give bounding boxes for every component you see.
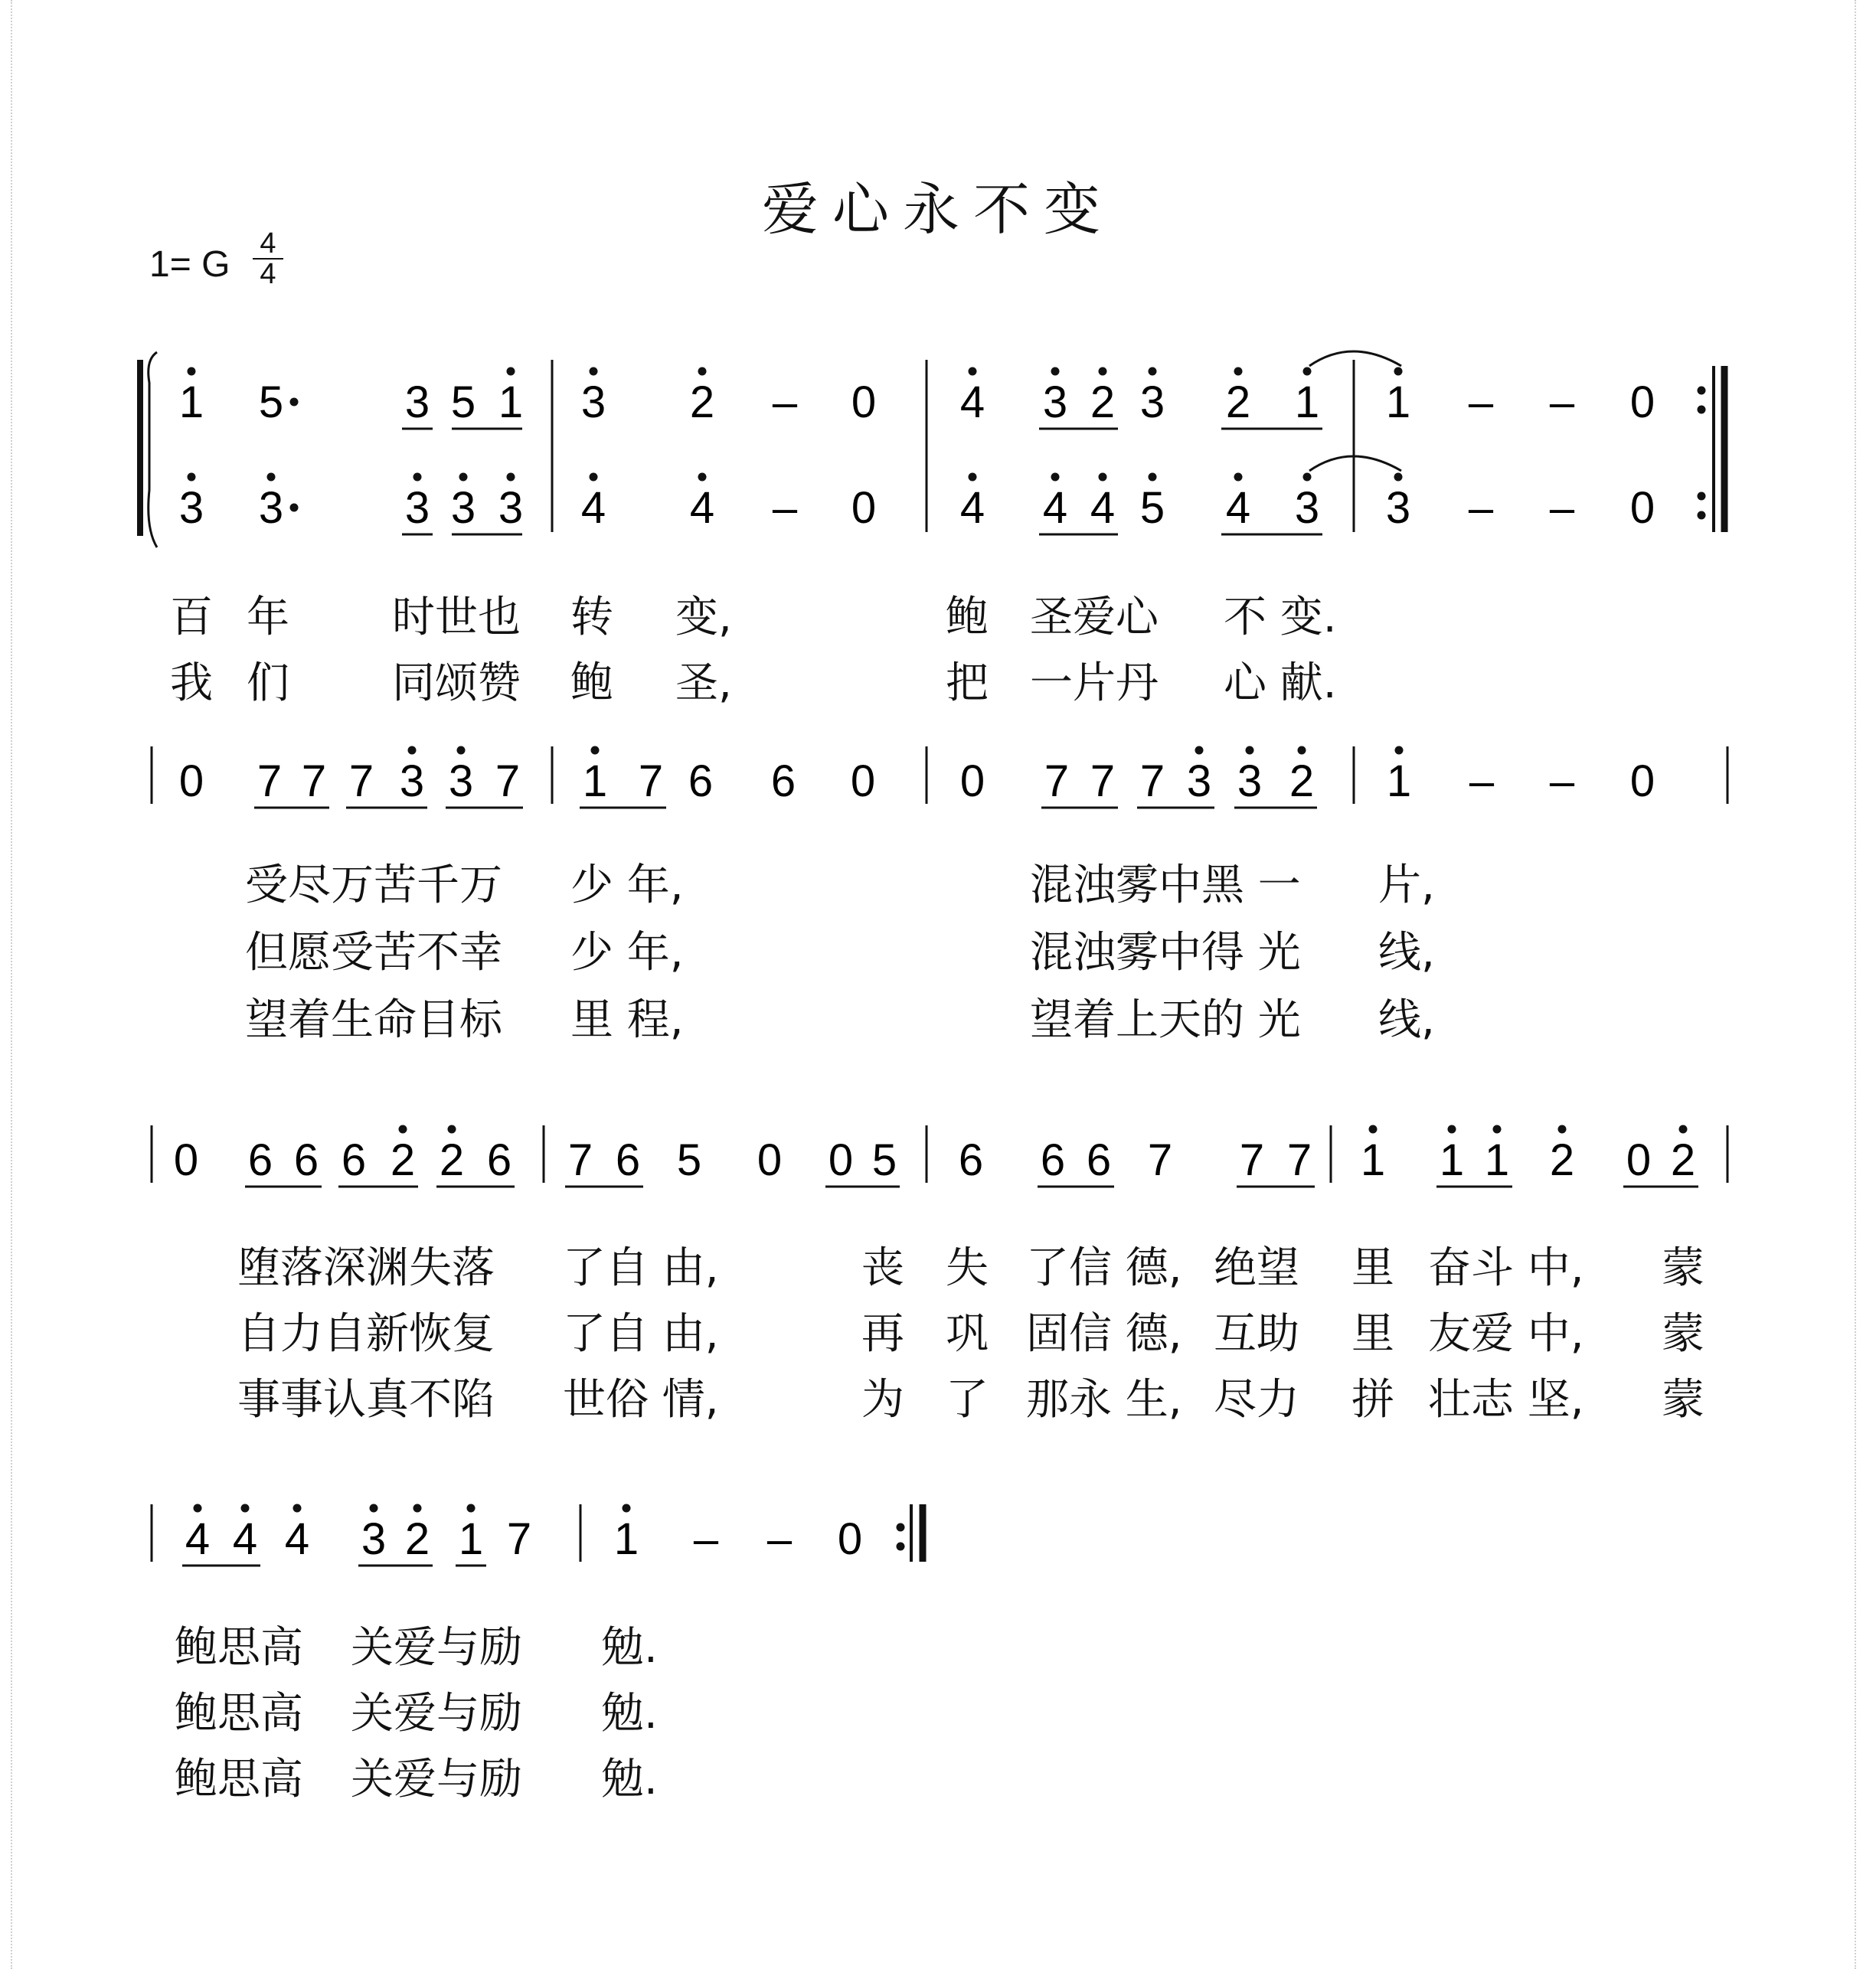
note: 6 bbox=[770, 756, 796, 806]
lyric-v1-word: 混浊雾中黑 一 bbox=[1030, 860, 1301, 910]
high-octave-dot bbox=[1234, 367, 1243, 376]
tie bbox=[1309, 351, 1401, 366]
note: 0 bbox=[1629, 483, 1655, 533]
high-octave-dot bbox=[1303, 367, 1312, 376]
high-octave-dot bbox=[1303, 473, 1312, 482]
note: 2 bbox=[1090, 377, 1116, 427]
note: 2 bbox=[689, 377, 715, 427]
lyric-v1-word: 百 bbox=[170, 593, 213, 642]
note: 3 bbox=[1237, 756, 1263, 806]
high-octave-dot bbox=[1395, 746, 1404, 755]
high-octave-dot bbox=[1448, 1125, 1456, 1134]
lyric-v1-word: 奋斗 中, bbox=[1428, 1243, 1584, 1293]
high-octave-dot bbox=[448, 1125, 456, 1134]
lyric-v1-word: 时世也 bbox=[392, 593, 521, 642]
note: 1 bbox=[1385, 377, 1411, 427]
note: 5 bbox=[871, 1135, 897, 1185]
lyric-v1-word: 了自 由, bbox=[563, 1243, 719, 1293]
note: 1 bbox=[1484, 1135, 1510, 1185]
note: 0 bbox=[837, 1514, 863, 1564]
note: 0 bbox=[851, 377, 877, 427]
lyric-v2-word: 关爱与励 bbox=[351, 1689, 522, 1739]
note: 7 bbox=[348, 756, 374, 806]
high-octave-dot bbox=[408, 746, 417, 755]
lyric-v3-word: 那永 生, bbox=[1026, 1375, 1182, 1425]
note: 6 bbox=[247, 1135, 273, 1185]
lyric-v3-word: 关爱与励 bbox=[351, 1755, 522, 1804]
high-octave-dot bbox=[1679, 1125, 1688, 1134]
note: 1 bbox=[1294, 377, 1320, 427]
lyric-v2-word: 勉. bbox=[601, 1689, 658, 1739]
high-octave-dot bbox=[969, 367, 977, 376]
lyric-v2-word: 巩 bbox=[946, 1309, 989, 1359]
note: 3 bbox=[258, 483, 284, 533]
repeat-dot bbox=[1698, 406, 1706, 414]
high-octave-dot bbox=[188, 367, 196, 376]
lyric-v1-word: 里 bbox=[1351, 1243, 1394, 1293]
note: 7 bbox=[1139, 756, 1165, 806]
high-octave-dot bbox=[1394, 473, 1403, 482]
lyric-v1-word: 了信 德, bbox=[1026, 1243, 1182, 1293]
high-octave-dot bbox=[194, 1504, 202, 1513]
lyric-v2-word: 心 献. bbox=[1224, 658, 1337, 708]
high-octave-dot bbox=[698, 473, 707, 482]
note: 3 bbox=[1186, 756, 1212, 806]
note: 3 bbox=[399, 756, 425, 806]
high-octave-dot bbox=[1298, 746, 1306, 755]
note: 4 bbox=[959, 377, 985, 427]
note: 7 bbox=[1147, 1135, 1173, 1185]
lyric-v3-word: 事事认真不陷 bbox=[237, 1375, 495, 1425]
lyric-v1-word: 变, bbox=[675, 593, 732, 642]
note: 7 bbox=[1286, 1135, 1312, 1185]
note: 3 bbox=[450, 483, 476, 533]
high-octave-dot bbox=[241, 1504, 250, 1513]
lyric-v1-word: 失 bbox=[946, 1243, 989, 1293]
lyric-v1-word: 堕落深渊失落 bbox=[237, 1243, 495, 1293]
high-octave-dot bbox=[413, 1504, 422, 1513]
lyric-v2-word: 但愿受苦不幸 bbox=[245, 928, 502, 978]
repeat-dot bbox=[1698, 492, 1706, 501]
lyric-v2-word: 里 bbox=[1351, 1309, 1394, 1359]
lyric-v2-word: 固信 德, bbox=[1026, 1309, 1182, 1359]
note: 4 bbox=[689, 483, 715, 533]
lyric-v2-word: 自力自新恢复 bbox=[237, 1309, 495, 1359]
note: 6 bbox=[958, 1135, 984, 1185]
note: 1 bbox=[582, 756, 608, 806]
lyric-v3-word: 望着生命目标 bbox=[245, 995, 502, 1045]
lyric-v2-word: 鲍思高 bbox=[175, 1689, 303, 1739]
high-octave-dot bbox=[457, 746, 466, 755]
note: 3 bbox=[1294, 483, 1320, 533]
lyric-v1-word: 鲍思高 bbox=[175, 1623, 303, 1673]
dash-note: – bbox=[772, 483, 798, 533]
note: 7 bbox=[257, 756, 283, 806]
note: 2 bbox=[1289, 756, 1315, 806]
lyric-v3-word: 蒙 bbox=[1662, 1375, 1704, 1425]
high-octave-dot bbox=[1394, 367, 1403, 376]
note: 2 bbox=[390, 1135, 416, 1185]
note: 7 bbox=[1239, 1135, 1265, 1185]
lyric-v1-word: 年 bbox=[247, 593, 289, 642]
note: 1 bbox=[613, 1514, 639, 1564]
high-octave-dot bbox=[698, 367, 707, 376]
dash-note: – bbox=[1549, 377, 1575, 427]
note: 4 bbox=[1090, 483, 1116, 533]
repeat-dot bbox=[1698, 511, 1706, 520]
dash-note: – bbox=[1469, 756, 1495, 806]
note: 4 bbox=[580, 483, 606, 533]
lyric-v2-word: 一片丹 bbox=[1030, 658, 1159, 708]
note: 4 bbox=[959, 483, 985, 533]
note: 3 bbox=[1042, 377, 1068, 427]
tie bbox=[1309, 456, 1401, 471]
note: 3 bbox=[361, 1514, 387, 1564]
note: 1 bbox=[458, 1514, 484, 1564]
dash-note: – bbox=[1468, 377, 1494, 427]
note: 4 bbox=[185, 1514, 211, 1564]
lyric-v2-word: 同颂赞 bbox=[392, 658, 521, 708]
lyric-v1-word: 不 变. bbox=[1224, 593, 1337, 642]
note: 6 bbox=[688, 756, 714, 806]
lyric-v1-word: 丧 bbox=[861, 1243, 904, 1293]
dash-note: – bbox=[766, 1514, 793, 1564]
lyric-v1-word: 转 bbox=[570, 593, 613, 642]
lyric-v3-word: 了 bbox=[946, 1375, 989, 1425]
high-octave-dot bbox=[188, 473, 196, 482]
lyric-v3-word: 望着上天的 光 bbox=[1030, 995, 1301, 1045]
high-octave-dot bbox=[1558, 1125, 1567, 1134]
high-octave-dot bbox=[969, 473, 977, 482]
lyric-v3-word: 勉. bbox=[601, 1755, 658, 1804]
note: 6 bbox=[1040, 1135, 1066, 1185]
lyric-v1-word: 圣爱心 bbox=[1030, 593, 1159, 642]
high-octave-dot bbox=[591, 746, 600, 755]
note: 3 bbox=[580, 377, 606, 427]
high-octave-dot bbox=[1149, 473, 1157, 482]
note: 0 bbox=[959, 756, 985, 806]
note: 2 bbox=[1670, 1135, 1696, 1185]
note: 0 bbox=[828, 1135, 854, 1185]
note: 3 bbox=[448, 756, 474, 806]
note: 1 bbox=[1360, 1135, 1386, 1185]
high-octave-dot bbox=[507, 367, 515, 376]
lyric-v3-word: 为 bbox=[861, 1375, 904, 1425]
note: 7 bbox=[1044, 756, 1070, 806]
high-octave-dot bbox=[1195, 746, 1204, 755]
high-octave-dot bbox=[1149, 367, 1157, 376]
note: 2 bbox=[1549, 1135, 1575, 1185]
lyric-v2-word: 互助 bbox=[1214, 1309, 1299, 1359]
high-octave-dot bbox=[1369, 1125, 1378, 1134]
note: 6 bbox=[486, 1135, 512, 1185]
lyric-v2-word: 线, bbox=[1378, 928, 1435, 978]
lyric-v3-word: 线, bbox=[1378, 995, 1435, 1045]
note: 3 bbox=[178, 483, 204, 533]
lyric-v1-word: 鲍 bbox=[946, 593, 989, 642]
note: 1 bbox=[178, 377, 204, 427]
lyric-v2-word: 圣, bbox=[675, 658, 732, 708]
note: 4 bbox=[1225, 483, 1251, 533]
lyric-v1-word: 蒙 bbox=[1662, 1243, 1704, 1293]
high-octave-dot bbox=[1099, 367, 1107, 376]
high-octave-dot bbox=[293, 1504, 302, 1513]
lyric-v3-word: 世俗 情, bbox=[563, 1375, 719, 1425]
note: 0 bbox=[757, 1135, 783, 1185]
dash-note: – bbox=[693, 1514, 719, 1564]
note: 3 bbox=[404, 377, 430, 427]
high-octave-dot bbox=[590, 367, 598, 376]
lyric-v2-word: 把 bbox=[946, 658, 989, 708]
high-octave-dot bbox=[459, 473, 468, 482]
lyric-v1-word: 少 年, bbox=[570, 860, 684, 910]
note: 6 bbox=[1086, 1135, 1112, 1185]
lyric-v2-word: 再 bbox=[861, 1309, 904, 1359]
time-signature-top: 4 bbox=[260, 227, 276, 260]
high-octave-dot bbox=[467, 1504, 476, 1513]
note: 1 bbox=[1439, 1135, 1465, 1185]
note: 3 bbox=[498, 483, 524, 533]
lyric-v3-word: 鲍思高 bbox=[175, 1755, 303, 1804]
lyric-v1-word: 受尽万苦千万 bbox=[245, 860, 502, 910]
note: 7 bbox=[506, 1514, 532, 1564]
note: 4 bbox=[284, 1514, 310, 1564]
song-title: 爱心永不变 bbox=[762, 177, 1114, 243]
note: 6 bbox=[341, 1135, 367, 1185]
note: 1 bbox=[498, 377, 524, 427]
lyric-v1-word: 关爱与励 bbox=[351, 1623, 522, 1673]
note: 3 bbox=[1139, 377, 1165, 427]
note: 2 bbox=[404, 1514, 430, 1564]
high-octave-dot bbox=[1051, 473, 1060, 482]
note: 7 bbox=[1090, 756, 1116, 806]
note: 4 bbox=[1042, 483, 1068, 533]
augmentation-dot bbox=[290, 398, 299, 407]
dash-note: – bbox=[1468, 483, 1494, 533]
repeat-dot bbox=[1698, 387, 1706, 395]
note: 5 bbox=[450, 377, 476, 427]
note: 0 bbox=[1626, 1135, 1652, 1185]
high-octave-dot bbox=[1246, 746, 1254, 755]
note: 4 bbox=[232, 1514, 258, 1564]
note: 1 bbox=[1386, 756, 1412, 806]
note: 7 bbox=[495, 756, 521, 806]
note: 0 bbox=[173, 1135, 199, 1185]
brace bbox=[149, 352, 157, 547]
note: 7 bbox=[567, 1135, 593, 1185]
lyric-v1-word: 勉. bbox=[601, 1623, 658, 1673]
lyric-v1-word: 片, bbox=[1378, 860, 1435, 910]
lyric-v2-word: 了自 由, bbox=[563, 1309, 719, 1359]
high-octave-dot bbox=[1051, 367, 1060, 376]
note: 5 bbox=[1139, 483, 1165, 533]
lyric-v3-word: 尽力 bbox=[1214, 1375, 1299, 1425]
lyric-v2-word: 们 bbox=[247, 658, 289, 708]
high-octave-dot bbox=[590, 473, 598, 482]
high-octave-dot bbox=[623, 1504, 631, 1513]
note: 2 bbox=[1225, 377, 1251, 427]
lyric-v2-word: 混浊雾中得 光 bbox=[1030, 928, 1301, 978]
augmentation-dot bbox=[290, 504, 299, 512]
repeat-dot bbox=[897, 1523, 905, 1532]
dash-note: – bbox=[1549, 483, 1575, 533]
lyric-v2-word: 鲍 bbox=[570, 658, 613, 708]
note: 0 bbox=[850, 756, 876, 806]
note: 0 bbox=[1629, 756, 1655, 806]
high-octave-dot bbox=[507, 473, 515, 482]
lyric-v2-word: 友爱 中, bbox=[1428, 1309, 1584, 1359]
high-octave-dot bbox=[413, 473, 422, 482]
note: 7 bbox=[638, 756, 664, 806]
note: 0 bbox=[1629, 377, 1655, 427]
high-octave-dot bbox=[1234, 473, 1243, 482]
lyric-v3-word: 里 程, bbox=[570, 995, 684, 1045]
note: 5 bbox=[676, 1135, 702, 1185]
note: 5 bbox=[258, 377, 284, 427]
key-signature: 1= G bbox=[149, 244, 230, 285]
dash-note: – bbox=[1549, 756, 1575, 806]
high-octave-dot bbox=[1493, 1125, 1502, 1134]
high-octave-dot bbox=[370, 1504, 378, 1513]
lyric-v3-word: 拼 bbox=[1351, 1375, 1394, 1425]
lyric-v1-word: 绝望 bbox=[1214, 1243, 1299, 1293]
note: 0 bbox=[178, 756, 204, 806]
note: 6 bbox=[293, 1135, 319, 1185]
dash-note: – bbox=[772, 377, 798, 427]
repeat-dot bbox=[897, 1543, 905, 1551]
note: 7 bbox=[301, 756, 327, 806]
note: 0 bbox=[851, 483, 877, 533]
lyric-v2-word: 我 bbox=[170, 658, 213, 708]
lyric-v2-word: 蒙 bbox=[1662, 1309, 1704, 1359]
note: 3 bbox=[404, 483, 430, 533]
note: 3 bbox=[1385, 483, 1411, 533]
high-octave-dot bbox=[399, 1125, 407, 1134]
high-octave-dot bbox=[267, 473, 276, 482]
lyric-v3-word: 壮志 坚, bbox=[1428, 1375, 1584, 1425]
note: 6 bbox=[615, 1135, 641, 1185]
note: 2 bbox=[439, 1135, 465, 1185]
high-octave-dot bbox=[1099, 473, 1107, 482]
time-signature-bottom: 4 bbox=[260, 258, 276, 290]
lyric-v2-word: 少 年, bbox=[570, 928, 684, 978]
